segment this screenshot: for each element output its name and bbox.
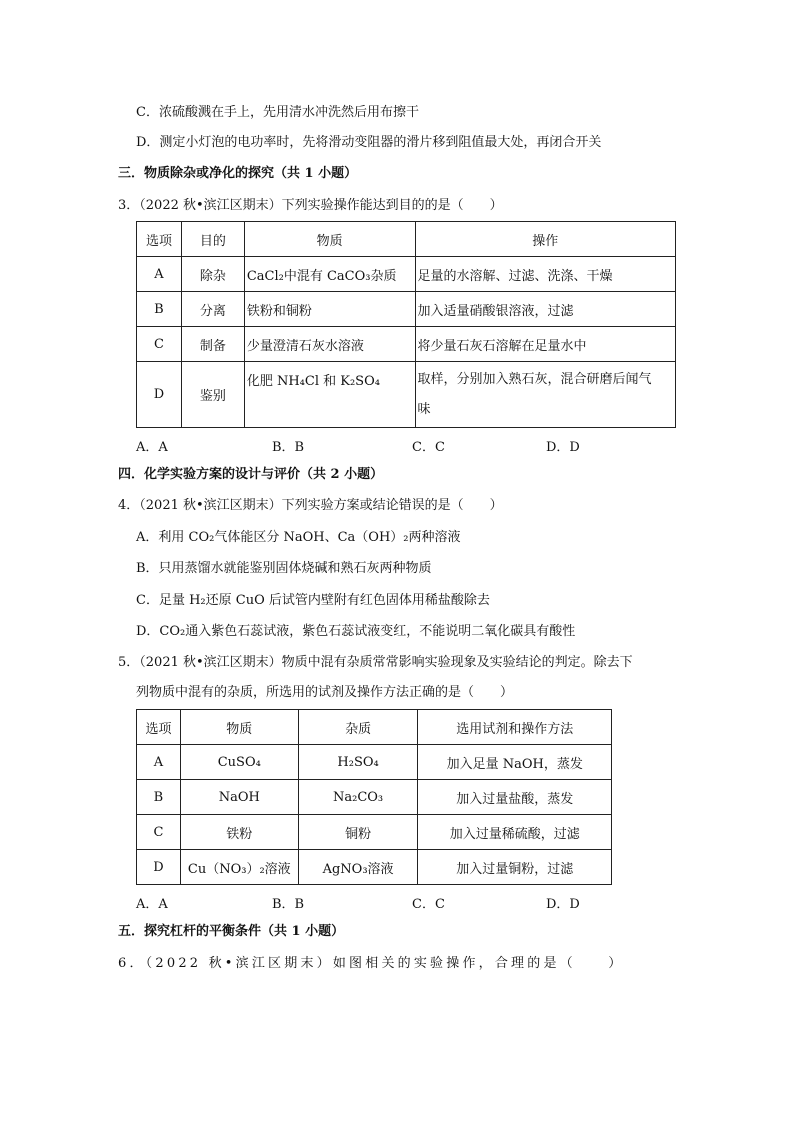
cell-purpose: 制备 bbox=[181, 327, 244, 362]
cell-impurity: AgNO₃溶液 bbox=[298, 850, 418, 885]
answer-a: A．A bbox=[136, 897, 168, 912]
header-substance: 物质 bbox=[180, 710, 298, 745]
header-option: 选项 bbox=[137, 222, 182, 257]
cell-option: A bbox=[137, 745, 181, 780]
q4-option-b: B．只用蒸馏水就能鉴别固体烧碱和熟石灰两种物质 bbox=[136, 561, 432, 576]
cell-purpose: 除杂 bbox=[181, 257, 244, 292]
answer-c: C．C bbox=[412, 897, 445, 912]
q2-option-c: C．浓硫酸溅在手上，先用清水冲洗然后用布擦干 bbox=[136, 105, 419, 120]
header-method: 选用试剂和操作方法 bbox=[418, 710, 612, 745]
header-option: 选项 bbox=[137, 710, 181, 745]
table-row bbox=[137, 780, 612, 815]
cell-purpose: 鉴别 bbox=[181, 362, 244, 428]
operation-line-2: 味 bbox=[417, 401, 431, 417]
q5-table bbox=[136, 709, 612, 885]
cell-option: B bbox=[137, 292, 182, 327]
answer-d: D．D bbox=[546, 897, 580, 912]
table-row bbox=[137, 327, 676, 362]
section-4-heading: 四．化学实验方案的设计与评价（共 2 小题） bbox=[118, 467, 384, 482]
operation-line-1: 取样，分别加入熟石灰，混合研磨后闻气 bbox=[417, 371, 652, 387]
cell-option: A bbox=[137, 257, 182, 292]
cell-operation: 加入适量硝酸银溶液，过滤 bbox=[415, 292, 675, 327]
q3-table bbox=[136, 221, 676, 428]
q4-stem: 4．（2021 秋•滨江区期末）下列实验方案或结论错误的是（ ） bbox=[118, 498, 503, 513]
cell-substance: 化肥 NH₄Cl 和 K₂SO₄ bbox=[244, 362, 415, 428]
cell-option: B bbox=[137, 780, 181, 815]
cell-option: C bbox=[137, 815, 181, 850]
cell-method: 加入过量稀硫酸，过滤 bbox=[418, 815, 612, 850]
q5-stem-line-1: 5．（2021 秋•滨江区期末）物质中混有杂质常常影响实验现象及实验结论的判定。除去下 bbox=[118, 655, 633, 670]
table-row bbox=[137, 745, 612, 780]
answer-b: B．B bbox=[272, 440, 305, 455]
cell-substance: 铁粉和铜粉 bbox=[244, 292, 415, 327]
cell-operation: 足量的水溶解、过滤、洗涤、干燥 bbox=[415, 257, 675, 292]
q3-stem: 3．（2022 秋•滨江区期末）下列实验操作能达到目的的是（ ） bbox=[118, 198, 503, 213]
cell-method: 加入足量 NaOH，蒸发 bbox=[418, 745, 612, 780]
q6-stem: 6．（2022 秋•滨江区期末）如图相关的实验操作，合理的是（ ） bbox=[118, 956, 625, 971]
table-row bbox=[137, 850, 612, 885]
cell-substance: NaOH bbox=[180, 780, 298, 815]
cell-method: 加入过量盐酸，蒸发 bbox=[418, 780, 612, 815]
cell-purpose: 分离 bbox=[181, 292, 244, 327]
cell-operation: 将少量石灰石溶解在足量水中 bbox=[415, 327, 675, 362]
table-row bbox=[137, 815, 612, 850]
table-row bbox=[137, 292, 676, 327]
cell-substance: CaCl₂中混有 CaCO₃杂质 bbox=[244, 257, 415, 292]
header-purpose: 目的 bbox=[181, 222, 244, 257]
section-5-heading: 五．探究杠杆的平衡条件（共 1 小题） bbox=[118, 924, 345, 939]
cell-option: D bbox=[137, 850, 181, 885]
cell-impurity: Na₂CO₃ bbox=[298, 780, 418, 815]
cell-impurity: H₂SO₄ bbox=[298, 745, 418, 780]
answer-b: B．B bbox=[272, 897, 305, 912]
cell-substance: 少量澄清石灰水溶液 bbox=[244, 327, 415, 362]
cell-option: D bbox=[137, 362, 182, 428]
cell-method: 加入过量铜粉，过滤 bbox=[418, 850, 612, 885]
cell-impurity: 铜粉 bbox=[298, 815, 418, 850]
answer-c: C．C bbox=[412, 440, 445, 455]
q5-stem-line-2: 列物质中混有的杂质，所选用的试剂及操作方法正确的是（ ） bbox=[136, 685, 514, 700]
q4-option-c: C．足量 H₂还原 CuO 后试管内壁附有红色固体用稀盐酸除去 bbox=[136, 593, 490, 608]
table-row bbox=[137, 362, 676, 428]
answer-a: A．A bbox=[136, 440, 168, 455]
header-impurity: 杂质 bbox=[298, 710, 418, 745]
table-row bbox=[137, 257, 676, 292]
q4-option-d: D．CO₂通入紫色石蕊试液，紫色石蕊试液变红，不能说明二氧化碳具有酸性 bbox=[136, 624, 576, 639]
cell-operation bbox=[415, 362, 675, 428]
section-3-heading: 三．物质除杂或净化的探究（共 1 小题） bbox=[118, 166, 358, 181]
cell-substance: Cu（NO₃）₂溶液 bbox=[180, 850, 298, 885]
header-operation: 操作 bbox=[415, 222, 675, 257]
header-substance: 物质 bbox=[244, 222, 415, 257]
cell-option: C bbox=[137, 327, 182, 362]
q4-option-a: A．利用 CO₂气体能区分 NaOH、Ca（OH）₂两种溶液 bbox=[136, 530, 461, 545]
table-header-row bbox=[137, 222, 676, 257]
cell-substance: CuSO₄ bbox=[180, 745, 298, 780]
table-header-row bbox=[137, 710, 612, 745]
answer-d: D．D bbox=[546, 440, 580, 455]
cell-substance: 铁粉 bbox=[180, 815, 298, 850]
q2-option-d: D．测定小灯泡的电功率时，先将滑动变阻器的滑片移到阻值最大处，再闭合开关 bbox=[136, 135, 602, 150]
